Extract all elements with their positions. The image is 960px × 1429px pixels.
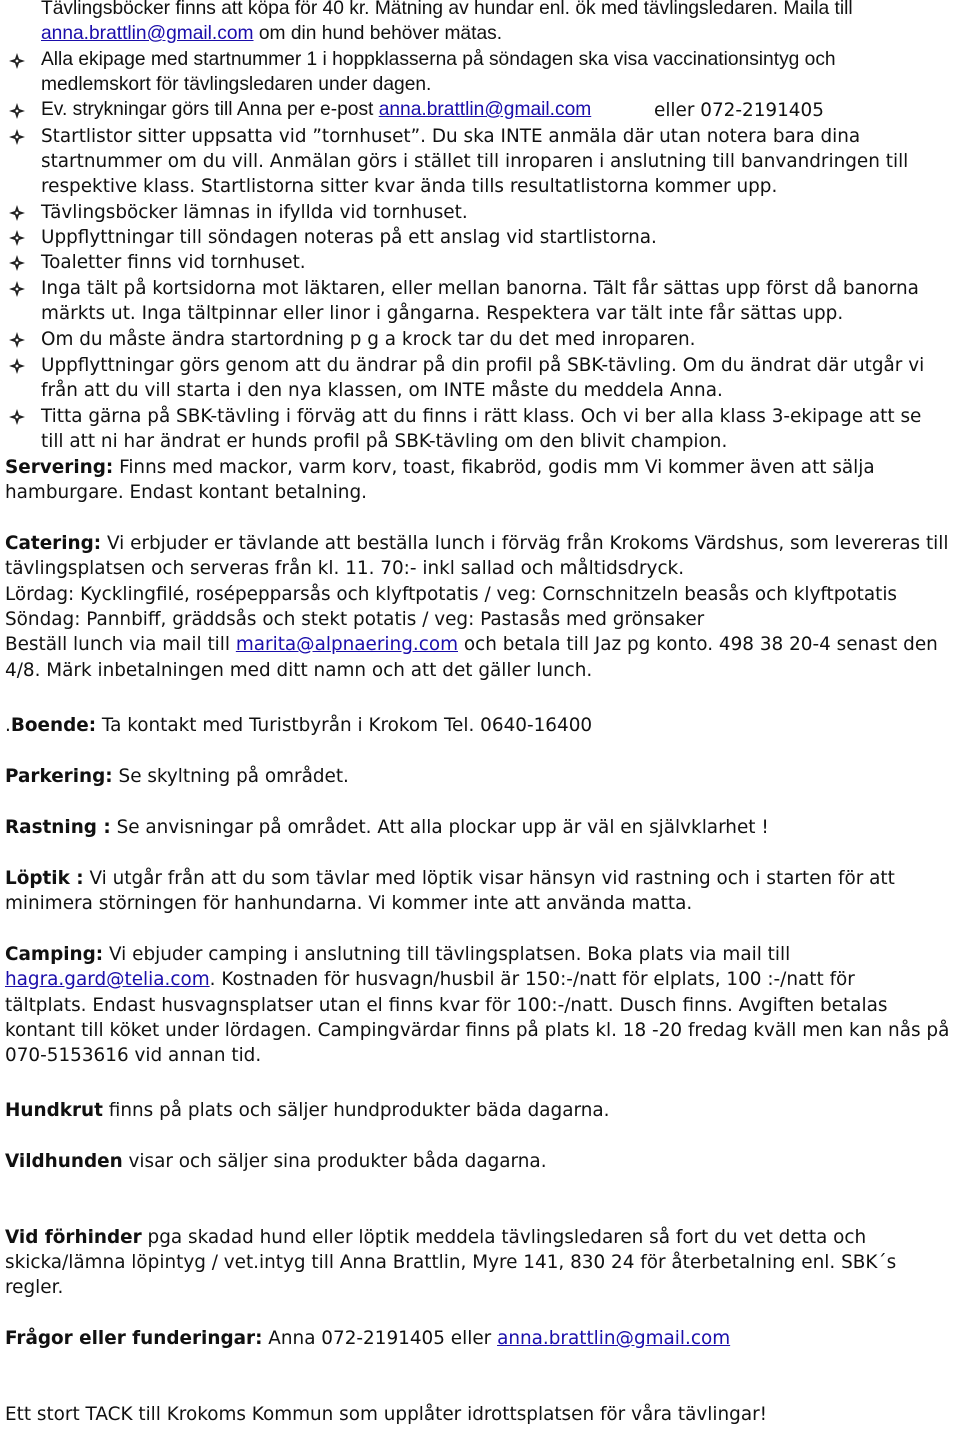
camping-label: Camping:: [5, 944, 104, 965]
bullet-5-text: Uppflyttningar till söndagen noteras på ett anslag vid startlistorna.: [41, 227, 657, 248]
bullet-1-line-2: [41, 72, 431, 97]
catering-text-3: Lördag: Kycklingfilé, rosépepparsås och klyftpotatis / veg: Cornschnitzeln beasås och klyftpotatis: [5, 584, 898, 605]
bullet-1-text: Alla ekipage med startnummer 1 i hoppklasserna på söndagen ska visa vaccinationsintyg och: [41, 49, 836, 70]
diamond-bullet-icon: [8, 128, 26, 146]
diamond-bullet-icon: [8, 52, 26, 70]
bullet-3-text: Startlistor sitter uppsatta vid ”tornhuset”. Du ska INTE anmäla där utan notera bara dina: [41, 126, 861, 147]
tack-line: [5, 1402, 767, 1427]
fragor-label: Frågor eller funderingar:: [5, 1328, 263, 1349]
vid-forhinder-text-3: regler.: [5, 1277, 64, 1298]
rastning-text: Se anvisningar på området. Att alla plockar upp är väl en självklarhet !: [110, 817, 769, 838]
vildhunden-text: visar och säljer sina produkter båda dagarna.: [122, 1151, 547, 1172]
fragor-line: [5, 1326, 730, 1351]
catering-line-5: [5, 632, 938, 657]
hundkrut-label: Hundkrut: [5, 1100, 103, 1121]
boende-label: Boende:: [10, 715, 97, 736]
camping-text-3: tältplats. Endast husvagnsplatser utan el finns kvar för 100:-/natt. Dusch finns. Avgiften betalas: [5, 995, 888, 1016]
bullet-3-line-3: [41, 174, 777, 199]
servering-text-2: hamburgare. Endast kontant betalning.: [5, 482, 367, 503]
diamond-bullet-icon: [8, 102, 26, 120]
camping-line-5: [5, 1043, 261, 1068]
servering-line-1: [5, 455, 875, 480]
intro-line-2: [41, 21, 502, 46]
rastning-line: [5, 815, 769, 840]
bullet-7-text-2: märkts ut. Inga tältpinnar eller linor i gångarna. Respektera var tält inte får sättas upp.: [41, 303, 844, 324]
bullet-1-text-2: medlemskort för tävlingsledaren under dagen.: [41, 74, 432, 95]
catering-email-link[interactable]: marita@alpnaering.com: [235, 634, 458, 655]
rastning-label: Rastning :: [5, 817, 111, 838]
parkering-label: Parkering:: [5, 766, 113, 787]
boende-prefix: .: [5, 715, 11, 736]
servering-text: Finns med mackor, varm korv, toast, fikabröd, godis mm Vi kommer även att sälja: [113, 457, 875, 478]
intro-email-link[interactable]: anna.brattlin@gmail.com: [41, 23, 254, 44]
servering-line-2: [5, 480, 367, 505]
bullet-3-line-2: [41, 149, 908, 174]
catering-line-1: [5, 531, 949, 556]
catering-text-2: tävlingsplatsen och serveras från kl. 11. 70:- inkl sallad och måltidsdryck.: [5, 558, 685, 579]
bullet-8-line: [41, 327, 696, 352]
diamond-bullet-icon: [8, 357, 26, 375]
vildhunden-line: [5, 1149, 547, 1174]
bullet-1-line-1: [41, 47, 836, 72]
bullet-7-line-1: [41, 276, 919, 301]
bullet-4-text: Tävlingsböcker lämnas in ifyllda vid tornhuset.: [41, 202, 468, 223]
catering-line-6: [5, 658, 592, 683]
diamond-bullet-icon: [8, 229, 26, 247]
bullet-2-line: [41, 97, 591, 122]
vid-forhinder-text-2: skicka/lämna löpintyg / vet.intyg till Anna Brattlin, Myre 141, 830 24 för återbetalning enl. SBK´s: [5, 1252, 897, 1273]
loptik-text-2: minimera störningen för hanhundarna. Vi kommer inte att använda matta.: [5, 893, 693, 914]
bullet-6-line: [41, 250, 306, 275]
catering-line-3: [5, 582, 897, 607]
fragor-email-link[interactable]: anna.brattlin@gmail.com: [497, 1328, 731, 1349]
camping-line-4: [5, 1018, 949, 1043]
camping-text-2: . Kostnaden för husvagn/husbil är 150:-/natt för elplats, 100 :-/natt för: [209, 969, 855, 990]
bullet-6-text: Toaletter finns vid tornhuset.: [41, 252, 306, 273]
bullet-4-line: [41, 200, 468, 225]
fragor-text: Anna 072-2191405 eller: [262, 1328, 498, 1349]
vid-forhinder-label: Vid förhinder: [5, 1227, 142, 1248]
catering-line-2: [5, 556, 684, 581]
parkering-line: [5, 764, 349, 789]
bullet-9-line-1: [41, 353, 924, 378]
loptik-line-2: [5, 891, 692, 916]
loptik-label: Löptik :: [5, 868, 84, 889]
catering-text-6: 4/8. Märk inbetalningen med ditt namn och att det gäller lunch.: [5, 660, 593, 681]
camping-line-1: [5, 942, 790, 967]
tack-text: Ett stort TACK till Krokoms Kommun som upplåter idrottsplatsen för våra tävlingar!: [5, 1404, 768, 1425]
hundkrut-text: finns på plats och säljer hundprodukter bäda dagarna.: [102, 1100, 610, 1121]
bullet-10-text: Titta gärna på SBK-tävling i förväg att du finns i rätt klass. Och vi ber alla klass 3-ekipage att se: [41, 406, 922, 427]
boende-text: Ta kontakt med Turistbyrån i Krokom Tel. 0640-16400: [96, 715, 593, 736]
intro-text: Tävlingsböcker finns att köpa för 40 kr. Mätning av hundar enl. ök med tävlingsledaren. Maila till: [41, 0, 853, 19]
bullet-9-line-2: [41, 378, 723, 403]
vid-forhinder-text: pga skadad hund eller löptik meddela tävlingsledaren så fort du vet detta och: [141, 1227, 867, 1248]
vid-forhinder-line-3: [5, 1275, 63, 1300]
vid-forhinder-line-2: [5, 1250, 896, 1275]
camping-text-5: 070-5153616 vid annan tid.: [5, 1045, 262, 1066]
bullet-3-line-1: [41, 124, 860, 149]
vid-forhinder-line-1: [5, 1225, 866, 1250]
bullet-2-phone-text: eller 072-2191405: [654, 100, 824, 121]
diamond-bullet-icon: [8, 331, 26, 349]
intro-text-2: om din hund behöver mätas.: [253, 23, 503, 44]
boende-line: [5, 713, 592, 738]
bullet-10-line-1: [41, 404, 921, 429]
camping-text-4: kontant till köket under lördagen. Campingvärdar finns på plats kl. 18 -20 fredag kväll men kan nås på: [5, 1020, 950, 1041]
camping-line-2: [5, 967, 855, 992]
loptik-text: Vi utgår från att du som tävlar med löptik visar hänsyn vid rastning och i starten för att: [83, 868, 895, 889]
camping-text: Vi ebjuder camping i anslutning till tävlingsplatsen. Boka plats via mail till: [103, 944, 791, 965]
diamond-bullet-icon: [8, 254, 26, 272]
camping-line-3: [5, 993, 887, 1018]
catering-text-4: Söndag: Pannbiff, gräddsås och stekt potatis / veg: Pastasås med grönsaker: [5, 609, 705, 630]
bullet-9-text: Uppflyttningar görs genom att du ändrar på din profil på SBK-tävling. Om du ändrat där utgår vi: [41, 355, 925, 376]
bullet-3-text-3: respektive klass. Startlistorna sitter kvar ända tills resultatlistorna kommer upp.: [41, 176, 778, 197]
loptik-line-1: [5, 866, 895, 891]
bullet-2-email-link[interactable]: anna.brattlin@gmail.com: [378, 99, 592, 120]
bullet-7-line-2: [41, 301, 843, 326]
catering-text: Vi erbjuder er tävlande att beställa lunch i förväg från Krokoms Värdshus, som levereras till: [101, 533, 949, 554]
diamond-bullet-icon: [8, 408, 26, 426]
bullet-7-text: Inga tält på kortsidorna mot läktaren, eller mellan banorna. Tält får sättas upp först då banorna: [41, 278, 919, 299]
catering-text-5: Beställ lunch via mail till: [5, 634, 236, 655]
bullet-9-text-2: från att du vill starta i den nya klassen, om INTE måste du meddela Anna.: [41, 380, 723, 401]
camping-email-link[interactable]: hagra.gard@telia.com: [5, 969, 210, 990]
servering-label: Servering:: [5, 457, 114, 478]
bullet-3-text-2: startnummer om du vill. Anmälan görs i stället till inroparen i anslutning till banvandringen till: [41, 151, 909, 172]
intro-line-1: [41, 0, 853, 21]
bullet-8-text: Om du måste ändra startordning p g a krock tar du det med inroparen.: [41, 329, 696, 350]
bullet-5-line: [41, 225, 657, 250]
vildhunden-label: Vildhunden: [5, 1151, 123, 1172]
catering-label: Catering:: [5, 533, 102, 554]
bullet-10-line-2: [41, 429, 727, 454]
catering-text-5b: och betala till Jaz pg konto. 498 38 20-4 senast den: [458, 634, 938, 655]
parkering-text: Se skyltning på området.: [112, 766, 349, 787]
hundkrut-line: [5, 1098, 610, 1123]
bullet-2-text: Ev. strykningar görs till Anna per e-post: [41, 99, 379, 120]
bullet-2-phone: [654, 98, 824, 123]
catering-line-4: [5, 607, 704, 632]
diamond-bullet-icon: [8, 280, 26, 298]
diamond-bullet-icon: [8, 204, 26, 222]
bullet-10-text-2: till att ni har ändrat er hunds profil på SBK-tävling om den blivit champion.: [41, 431, 728, 452]
